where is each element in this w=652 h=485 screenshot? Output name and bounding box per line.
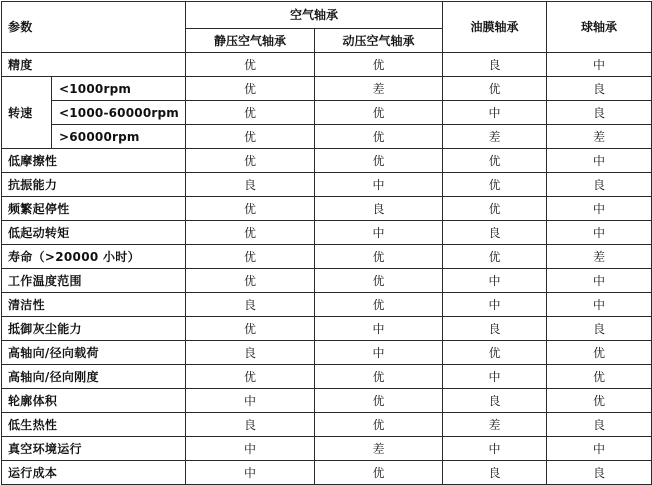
cell-dynamic-air: 优 — [315, 365, 443, 389]
row-label: 低摩擦性 — [2, 149, 186, 173]
table-row — [2, 461, 652, 485]
cell-dynamic-air: 优 — [315, 53, 443, 77]
param-header: 参数 — [2, 2, 186, 53]
cell-static-air: 优 — [186, 221, 315, 245]
cell-dynamic-air: 优 — [315, 149, 443, 173]
cell-oil: 优 — [443, 149, 547, 173]
oil-bearing-header: 油膜轴承 — [443, 2, 547, 53]
cell-dynamic-air: 中 — [315, 173, 443, 197]
cell-oil: 优 — [443, 77, 547, 101]
cell-ball: 良 — [547, 413, 652, 437]
row-sublabel: <1000-60000rpm — [52, 101, 186, 125]
row-label: 高轴向/径向载荷 — [2, 341, 186, 365]
table-row — [2, 101, 652, 125]
cell-oil: 良 — [443, 221, 547, 245]
cell-ball: 差 — [547, 245, 652, 269]
cell-static-air: 良 — [186, 413, 315, 437]
table-row — [2, 365, 652, 389]
row-label: 清洁性 — [2, 293, 186, 317]
table-row — [2, 221, 652, 245]
table-row — [2, 293, 652, 317]
cell-static-air: 优 — [186, 245, 315, 269]
cell-ball: 中 — [547, 221, 652, 245]
cell-static-air: 优 — [186, 269, 315, 293]
cell-ball: 优 — [547, 341, 652, 365]
row-label: 寿命（>20000 小时） — [2, 245, 186, 269]
row-label: 抗振能力 — [2, 173, 186, 197]
cell-oil: 良 — [443, 53, 547, 77]
cell-oil: 中 — [443, 293, 547, 317]
cell-ball: 中 — [547, 437, 652, 461]
cell-ball: 良 — [547, 461, 652, 485]
cell-ball: 中 — [547, 149, 652, 173]
cell-static-air: 中 — [186, 389, 315, 413]
cell-static-air: 良 — [186, 293, 315, 317]
comparison-table-container — [1, 1, 652, 485]
cell-static-air: 良 — [186, 173, 315, 197]
cell-ball: 差 — [547, 125, 652, 149]
table-row — [2, 317, 652, 341]
cell-ball: 中 — [547, 269, 652, 293]
cell-dynamic-air: 优 — [315, 269, 443, 293]
cell-static-air: 优 — [186, 149, 315, 173]
row-label: 抵御灰尘能力 — [2, 317, 186, 341]
table-row — [2, 341, 652, 365]
row-label: 高轴向/径向刚度 — [2, 365, 186, 389]
cell-oil: 优 — [443, 197, 547, 221]
row-label: 低起动转矩 — [2, 221, 186, 245]
table-row — [2, 53, 652, 77]
row-label: 精度 — [2, 53, 186, 77]
cell-ball: 良 — [547, 173, 652, 197]
cell-dynamic-air: 中 — [315, 317, 443, 341]
cell-ball: 良 — [547, 77, 652, 101]
row-label: 频繁起停性 — [2, 197, 186, 221]
cell-static-air: 优 — [186, 125, 315, 149]
cell-dynamic-air: 中 — [315, 221, 443, 245]
ball-bearing-header: 球轴承 — [547, 2, 652, 53]
cell-ball: 良 — [547, 317, 652, 341]
cell-dynamic-air: 优 — [315, 461, 443, 485]
table-row — [2, 77, 652, 101]
cell-oil: 差 — [443, 125, 547, 149]
cell-ball: 中 — [547, 197, 652, 221]
table-row — [2, 245, 652, 269]
cell-oil: 中 — [443, 101, 547, 125]
speed-group-label: 转速 — [2, 77, 52, 149]
table-row — [2, 149, 652, 173]
cell-dynamic-air: 中 — [315, 341, 443, 365]
cell-dynamic-air: 优 — [315, 245, 443, 269]
cell-static-air: 优 — [186, 101, 315, 125]
cell-oil: 良 — [443, 389, 547, 413]
cell-static-air: 优 — [186, 77, 315, 101]
cell-dynamic-air: 优 — [315, 125, 443, 149]
cell-ball: 中 — [547, 53, 652, 77]
cell-static-air: 中 — [186, 461, 315, 485]
cell-oil: 优 — [443, 245, 547, 269]
row-sublabel: >60000rpm — [52, 125, 186, 149]
cell-dynamic-air: 优 — [315, 413, 443, 437]
table-row — [2, 437, 652, 461]
row-label: 轮廓体积 — [2, 389, 186, 413]
cell-static-air: 优 — [186, 317, 315, 341]
table-row — [2, 413, 652, 437]
cell-dynamic-air: 优 — [315, 389, 443, 413]
row-label: 运行成本 — [2, 461, 186, 485]
table-row — [2, 197, 652, 221]
dynamic-air-header: 动压空气轴承 — [315, 29, 443, 53]
cell-oil: 优 — [443, 341, 547, 365]
row-label: 低生热性 — [2, 413, 186, 437]
cell-oil: 优 — [443, 173, 547, 197]
cell-oil: 良 — [443, 461, 547, 485]
row-label: 工作温度范围 — [2, 269, 186, 293]
cell-ball: 优 — [547, 365, 652, 389]
cell-dynamic-air: 差 — [315, 437, 443, 461]
static-air-header: 静压空气轴承 — [186, 29, 315, 53]
cell-dynamic-air: 良 — [315, 197, 443, 221]
header-row-1 — [2, 2, 652, 29]
cell-oil: 中 — [443, 365, 547, 389]
row-label: 真空环境运行 — [2, 437, 186, 461]
cell-oil: 良 — [443, 317, 547, 341]
cell-oil: 差 — [443, 413, 547, 437]
table-row — [2, 389, 652, 413]
table-row — [2, 125, 652, 149]
cell-oil: 中 — [443, 437, 547, 461]
cell-ball: 良 — [547, 101, 652, 125]
row-sublabel: <1000rpm — [52, 77, 186, 101]
cell-static-air: 优 — [186, 197, 315, 221]
cell-static-air: 优 — [186, 365, 315, 389]
cell-oil: 中 — [443, 269, 547, 293]
bearing-comparison-table — [1, 1, 652, 485]
cell-dynamic-air: 优 — [315, 293, 443, 317]
air-bearing-header: 空气轴承 — [186, 2, 443, 29]
cell-static-air: 中 — [186, 437, 315, 461]
cell-static-air: 优 — [186, 53, 315, 77]
table-row — [2, 173, 652, 197]
cell-ball: 中 — [547, 293, 652, 317]
cell-static-air: 良 — [186, 341, 315, 365]
cell-dynamic-air: 差 — [315, 77, 443, 101]
cell-dynamic-air: 优 — [315, 101, 443, 125]
cell-ball: 优 — [547, 389, 652, 413]
table-row — [2, 269, 652, 293]
